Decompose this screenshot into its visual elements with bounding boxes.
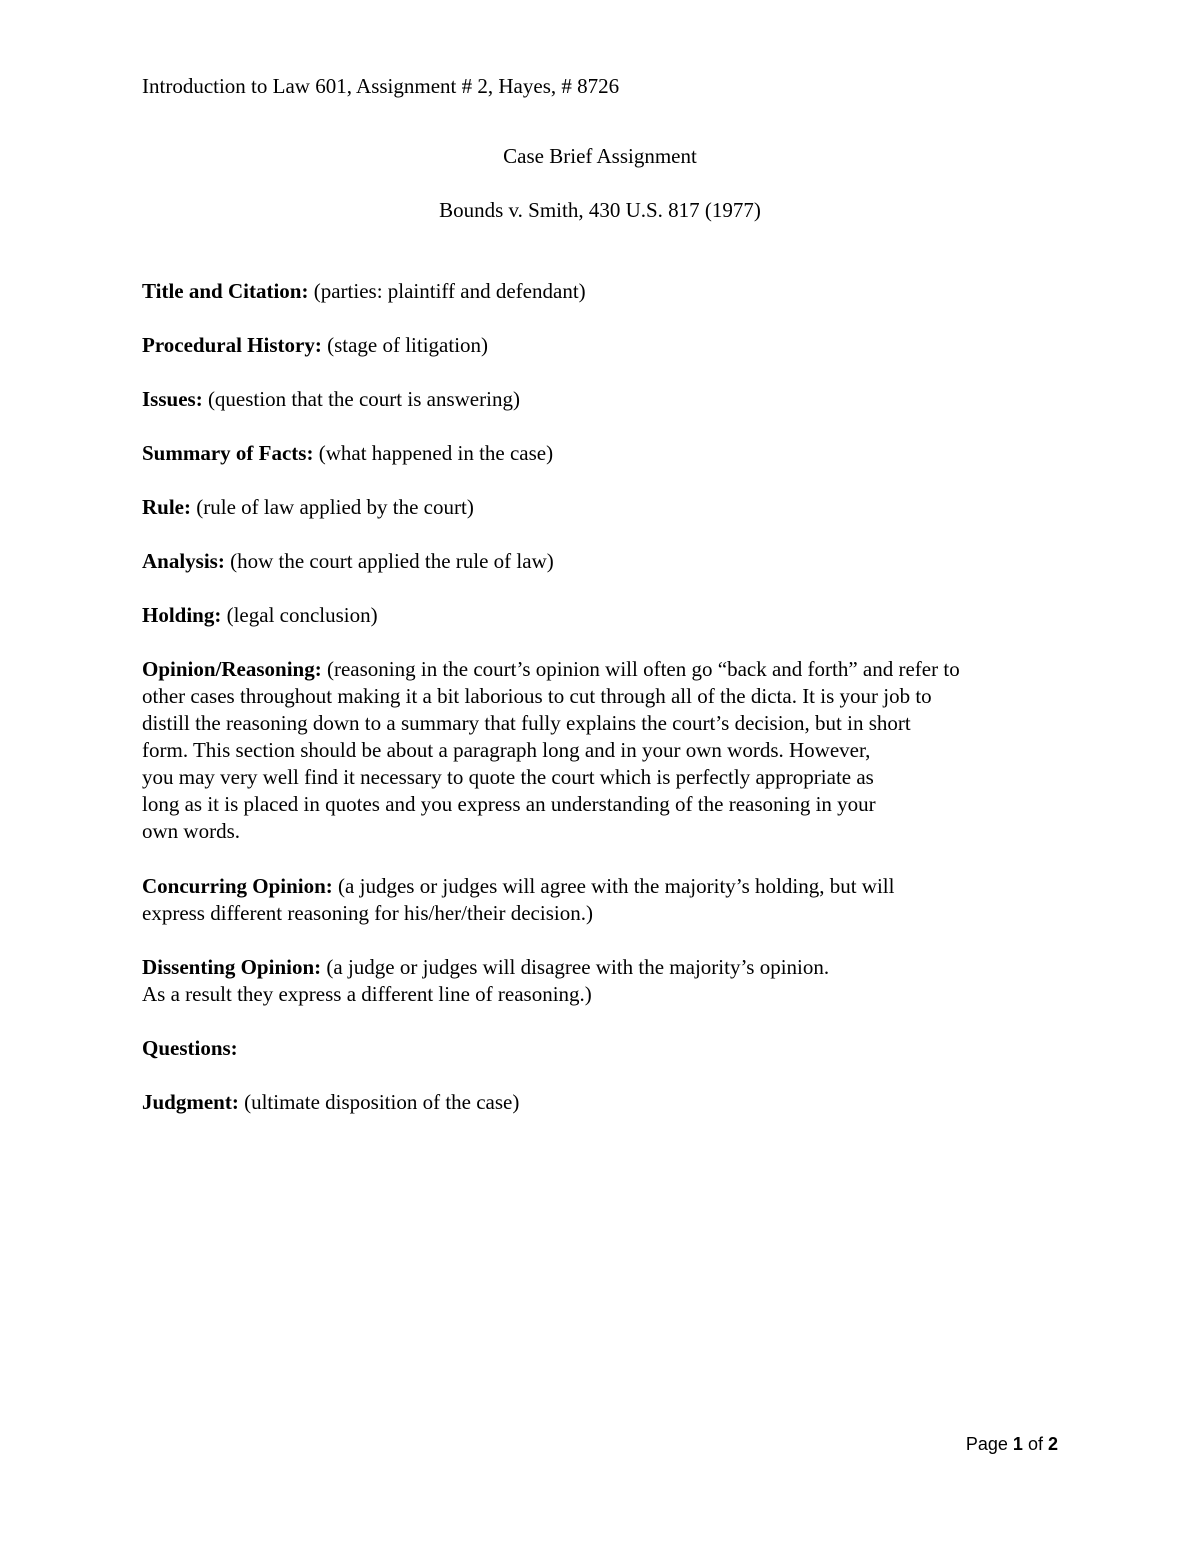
section-text-line: As a result they express a different line of reasoning.) (142, 982, 592, 1006)
section-text-line: distill the reasoning down to a summary that fully explains the court’s decision, but in short (142, 711, 911, 735)
document-title: Case Brief Assignment (503, 144, 697, 168)
section-text: (how the court applied the rule of law) (230, 549, 554, 573)
section-label: Title and Citation: (142, 279, 309, 303)
section-issues (142, 386, 1082, 413)
section-label: Summary of Facts: (142, 441, 314, 465)
section-text: (ultimate disposition of the case) (244, 1090, 520, 1114)
case-citation: Bounds v. Smith, 430 U.S. 817 (1977) (439, 198, 761, 222)
section-text-line: form. This section should be about a paragraph long and in your own words. However, (142, 738, 871, 762)
section-text-line: (a judge or judges will disagree with the majority’s opinion. (326, 955, 830, 979)
section-opinion-reasoning (142, 656, 1082, 845)
section-holding (142, 602, 1082, 629)
page-total: 2 (1047, 1434, 1058, 1454)
section-text-line: express different reasoning for his/her/their decision.) (142, 901, 593, 925)
section-label: Dissenting Opinion: (142, 955, 322, 979)
section-text: (parties: plaintiff and defendant) (313, 279, 586, 303)
section-text-line: own words. (142, 819, 240, 843)
page-current: 1 (1012, 1434, 1023, 1454)
section-analysis (142, 548, 1082, 575)
section-questions (142, 1035, 1082, 1062)
section-label: Judgment: (142, 1090, 239, 1114)
section-label: Questions: (142, 1036, 238, 1060)
section-label: Analysis: (142, 549, 225, 573)
section-text-line: (reasoning in the court’s opinion will often go “back and forth” and refer to (326, 657, 960, 681)
section-text: (legal conclusion) (226, 603, 378, 627)
section-text: (what happened in the case) (318, 441, 554, 465)
page-number (966, 1432, 1058, 1456)
section-procedural-history (142, 332, 1082, 359)
section-label: Concurring Opinion: (142, 874, 333, 898)
section-title-citation (142, 278, 1082, 305)
section-judgment (142, 1089, 1082, 1116)
page-word: Page (965, 1434, 1008, 1454)
section-text-line: long as it is placed in quotes and you express an understanding of the reasoning in your (142, 792, 876, 816)
section-label: Holding: (142, 603, 222, 627)
section-label: Procedural History: (142, 333, 322, 357)
section-label: Opinion/Reasoning: (142, 657, 322, 681)
section-text-line: (a judges or judges will agree with the majority’s holding, but will (338, 874, 895, 898)
section-dissenting-opinion (142, 954, 1082, 1008)
document-header: Introduction to Law 601, Assignment # 2, Hayes, # 8726 (142, 74, 620, 98)
section-text: (question that the court is answering) (207, 387, 520, 411)
section-label: Issues: (142, 387, 203, 411)
section-text: (stage of litigation) (327, 333, 489, 357)
section-rule (142, 494, 1082, 521)
section-summary-facts (142, 440, 1082, 467)
section-label: Rule: (142, 495, 191, 519)
section-text-line: you may very well find it necessary to quote the court which is perfectly appropriate as (142, 765, 874, 789)
section-text-line: other cases throughout making it a bit laborious to cut through all of the dicta. It is your job to (142, 684, 932, 708)
section-text: (rule of law applied by the court) (196, 495, 474, 519)
of-word: of (1027, 1434, 1043, 1454)
section-concurring-opinion (142, 873, 1082, 927)
